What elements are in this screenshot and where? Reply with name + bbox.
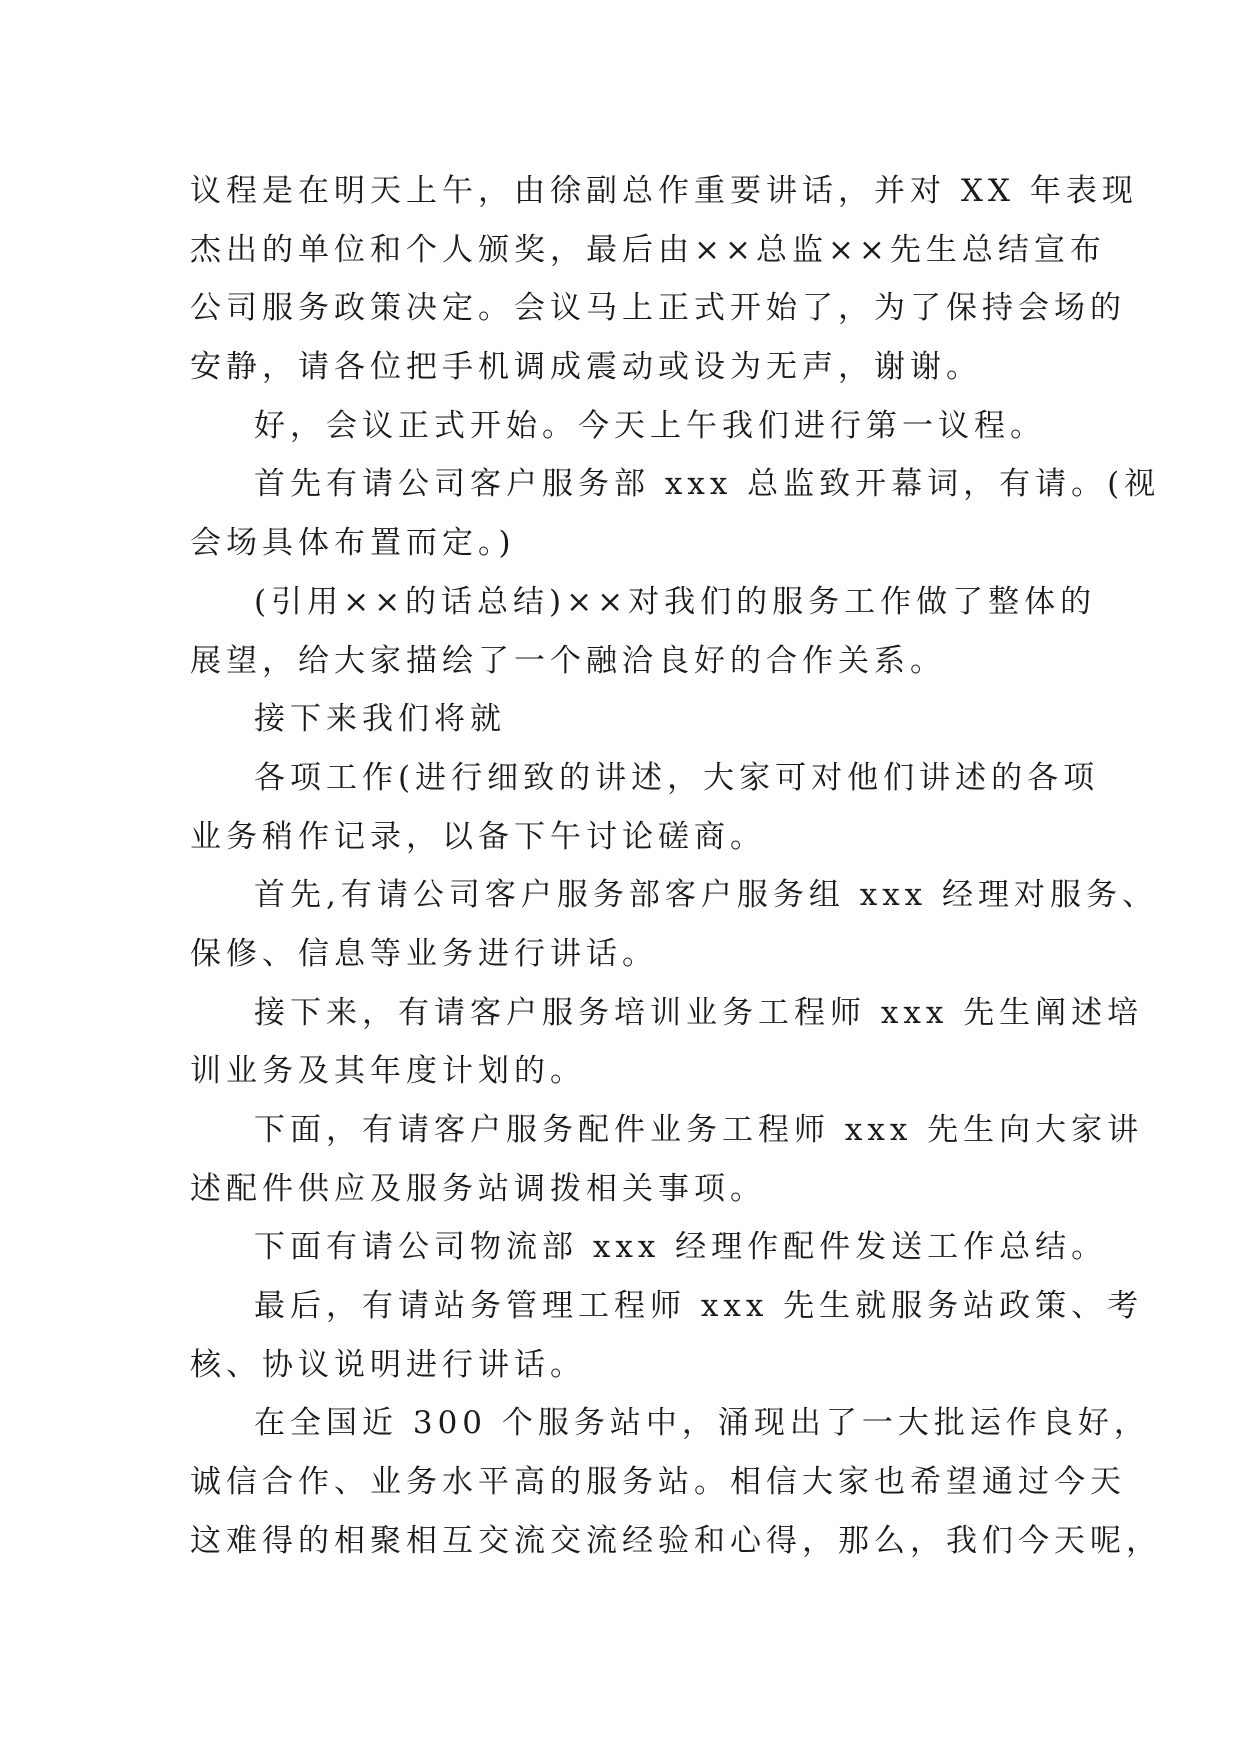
text-line: 公司服务政策决定。会议马上正式开始了，为了保持会场的: [190, 290, 1126, 327]
paragraph: [190, 749, 1100, 866]
paragraph: [190, 397, 1070, 456]
text-line: 各项工作(进行细致的讲述，大家可对他们讲述的各项: [254, 759, 1100, 796]
text-line: 接下来我们将就: [254, 701, 506, 738]
text-line: 诚信合作、业务水平高的服务站。相信大家也希望通过今天: [190, 1464, 1126, 1501]
text-line: 下面有请公司物流部 xxx 经理作配件发送工作总结。: [254, 1229, 1108, 1266]
text-line: 杰出的单位和个人颁奖，最后由××总监××先生总结宣布: [190, 231, 1106, 268]
text-line: 在全国近 300 个服务站中，涌现出了一大批运作良好，: [254, 1405, 1150, 1442]
text-line: 会场具体布置而定。): [190, 525, 516, 562]
text-line: 最后，有请站务管理工程师 xxx 先生就服务站政策、考: [254, 1288, 1144, 1325]
text-line: 首先,有请公司客户服务部客户服务组 xxx 经理对服务、: [254, 877, 1159, 914]
text-line: 安静，请各位把手机调成震动或设为无声，谢谢。: [190, 349, 982, 386]
text-line: 展望，给大家描绘了一个融洽良好的合作关系。: [190, 642, 946, 679]
paragraph: [190, 455, 1161, 572]
paragraph: [190, 1277, 1144, 1394]
paragraph: [190, 866, 1159, 983]
document-body: [190, 162, 1162, 1571]
paragraph: [190, 1101, 1144, 1218]
text-line: 下面，有请客户服务配件业务工程师 xxx 先生向大家讲: [254, 1112, 1144, 1148]
text-line: 保修、信息等业务进行讲话。: [190, 935, 658, 972]
paragraph: [190, 1218, 1108, 1277]
text-line: 核、协议说明进行讲话。: [190, 1346, 586, 1383]
text-line: (引用××的话总结)××对我们的服务工作做了整体的: [254, 583, 1097, 620]
text-line: 首先有请公司客户服务部 xxx 总监致开幕词，有请。(视: [254, 466, 1161, 503]
paragraph: [190, 690, 1070, 749]
text-line: 好，会议正式开始。今天上午我们进行第一议程。: [254, 407, 1046, 444]
text-line: 训业务及其年度计划的。: [190, 1053, 586, 1090]
text-line: 议程是在明天上午，由徐副总作重要讲话，并对 XX 年表现: [190, 173, 1138, 209]
paragraph: [190, 573, 1097, 690]
paragraph: [190, 984, 1144, 1101]
text-line: 业务稍作记录，以备下午讨论磋商。: [190, 818, 766, 855]
text-line: 述配件供应及服务站调拨相关事项。: [190, 1170, 766, 1207]
text-line: 接下来，有请客户服务培训业务工程师 xxx 先生阐述培: [254, 994, 1144, 1031]
paragraph: [190, 162, 1138, 397]
text-line: 这难得的相聚相互交流交流经验和心得，那么，我们今天呢，: [190, 1522, 1162, 1559]
paragraph: [190, 1394, 1162, 1570]
